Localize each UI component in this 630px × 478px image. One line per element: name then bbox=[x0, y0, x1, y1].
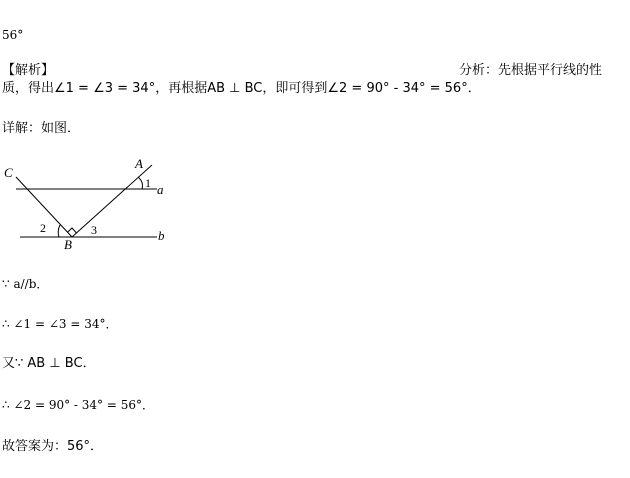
line-a-label: a bbox=[157, 182, 164, 197]
final-answer: 故答案为：56°． bbox=[2, 439, 104, 454]
angle-2-label: 2 bbox=[40, 221, 46, 235]
segment-ba bbox=[72, 165, 152, 237]
point-c-label: C bbox=[4, 165, 13, 180]
point-a-label: A bbox=[135, 156, 143, 171]
angle-1-arc bbox=[138, 177, 143, 189]
top-answer: 56° bbox=[2, 28, 24, 42]
right-angle-mark bbox=[68, 228, 77, 233]
angle-1-label: 1 bbox=[145, 176, 151, 190]
line-b-label: b bbox=[158, 228, 165, 243]
step-2: ∴ ∠1 = ∠3 = 34°． bbox=[2, 317, 118, 331]
analysis-text: 质，得出∠1 = ∠3 = 34°，再根据AB ⊥ BC，即可得到∠2 = 90° - 34° = 56°． bbox=[2, 81, 481, 96]
step-1: ∵ a//b． bbox=[2, 277, 49, 291]
geometry-figure bbox=[0, 152, 180, 252]
step-3: 又∵ AB ⊥ BC． bbox=[2, 356, 96, 371]
analysis-label: 分析：先根据平行线的性 bbox=[459, 63, 603, 78]
point-b-label: B bbox=[64, 237, 72, 252]
angle-2-arc bbox=[58, 225, 60, 237]
step-4: ∴ ∠2 = 90° - 34° = 56°． bbox=[2, 398, 154, 412]
detail-label: 详解：如图． bbox=[2, 121, 81, 136]
angle-3-label: 3 bbox=[91, 223, 97, 237]
analysis-heading: 【解析】 bbox=[2, 63, 55, 78]
